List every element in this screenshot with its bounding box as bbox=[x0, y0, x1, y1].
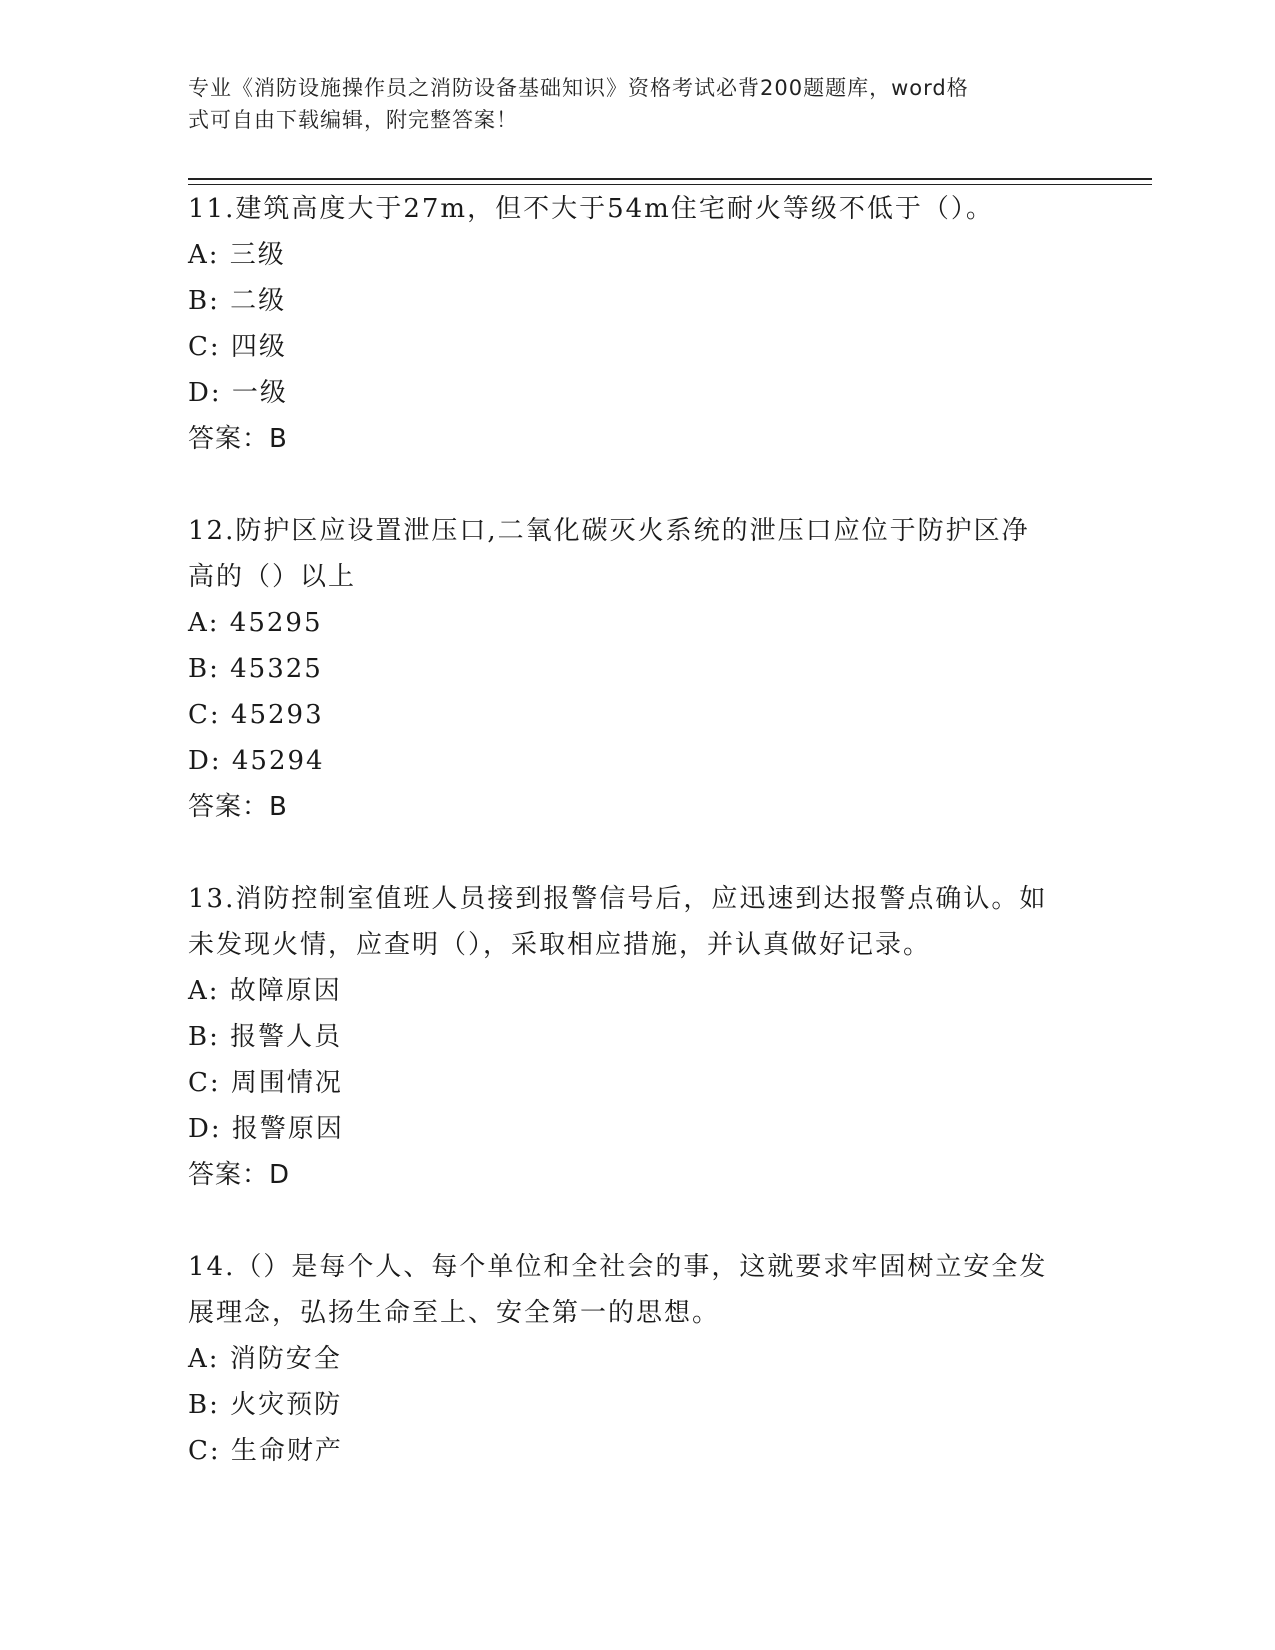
document-header bbox=[188, 72, 1068, 136]
option-c: C: 周围情况 bbox=[188, 1068, 343, 1098]
question-stem-cont: 高的（）以上 bbox=[188, 562, 357, 592]
header-divider-top bbox=[188, 178, 1152, 180]
question-stem-cont: 展理念，弘扬生命至上、安全第一的思想。 bbox=[188, 1298, 721, 1328]
answer: 答案：B bbox=[188, 792, 288, 822]
question-12 bbox=[188, 508, 1088, 830]
option-c: C: 45293 bbox=[188, 700, 324, 730]
option-a: A: 45295 bbox=[188, 608, 323, 638]
question-14 bbox=[188, 1244, 1088, 1474]
question-stem: 13.消防控制室值班人员接到报警信号后，应迅速到达报警点确认。如 bbox=[188, 884, 1048, 914]
question-13 bbox=[188, 876, 1088, 1198]
question-stem: 14.（）是每个人、每个单位和全社会的事，这就要求牢固树立安全发 bbox=[188, 1252, 1048, 1282]
question-11 bbox=[188, 186, 1088, 462]
option-a: A: 消防安全 bbox=[188, 1344, 342, 1374]
option-a: A: 三级 bbox=[188, 240, 286, 270]
question-stem: 12.防护区应设置泄压口,二氧化碳灭火系统的泄压口应位于防护区净 bbox=[188, 516, 1030, 546]
question-stem: 11.建筑高度大于27m，但不大于54m住宅耐火等级不低于（）。 bbox=[188, 194, 994, 224]
option-b: B: 45325 bbox=[188, 654, 323, 684]
header-divider-bottom bbox=[188, 184, 1152, 185]
option-c: C: 生命财产 bbox=[188, 1436, 343, 1466]
question-stem-cont: 未发现火情，应查明（），采取相应措施，并认真做好记录。 bbox=[188, 930, 932, 960]
option-b: B: 报警人员 bbox=[188, 1022, 343, 1052]
option-a: A: 故障原因 bbox=[188, 976, 342, 1006]
option-b: B: 二级 bbox=[188, 286, 287, 316]
answer: 答案：D bbox=[188, 1160, 291, 1190]
option-d: D: 45294 bbox=[188, 746, 325, 776]
option-c: C: 四级 bbox=[188, 332, 287, 362]
header-line-2: 式可自由下载编辑，附完整答案！ bbox=[188, 108, 518, 132]
option-d: D: 一级 bbox=[188, 378, 288, 408]
option-b: B: 火灾预防 bbox=[188, 1390, 343, 1420]
answer: 答案：B bbox=[188, 424, 288, 454]
header-line-1: 专业《消防设施操作员之消防设备基础知识》资格考试必背200题题库，word格 bbox=[188, 76, 969, 100]
option-d: D: 报警原因 bbox=[188, 1114, 344, 1144]
